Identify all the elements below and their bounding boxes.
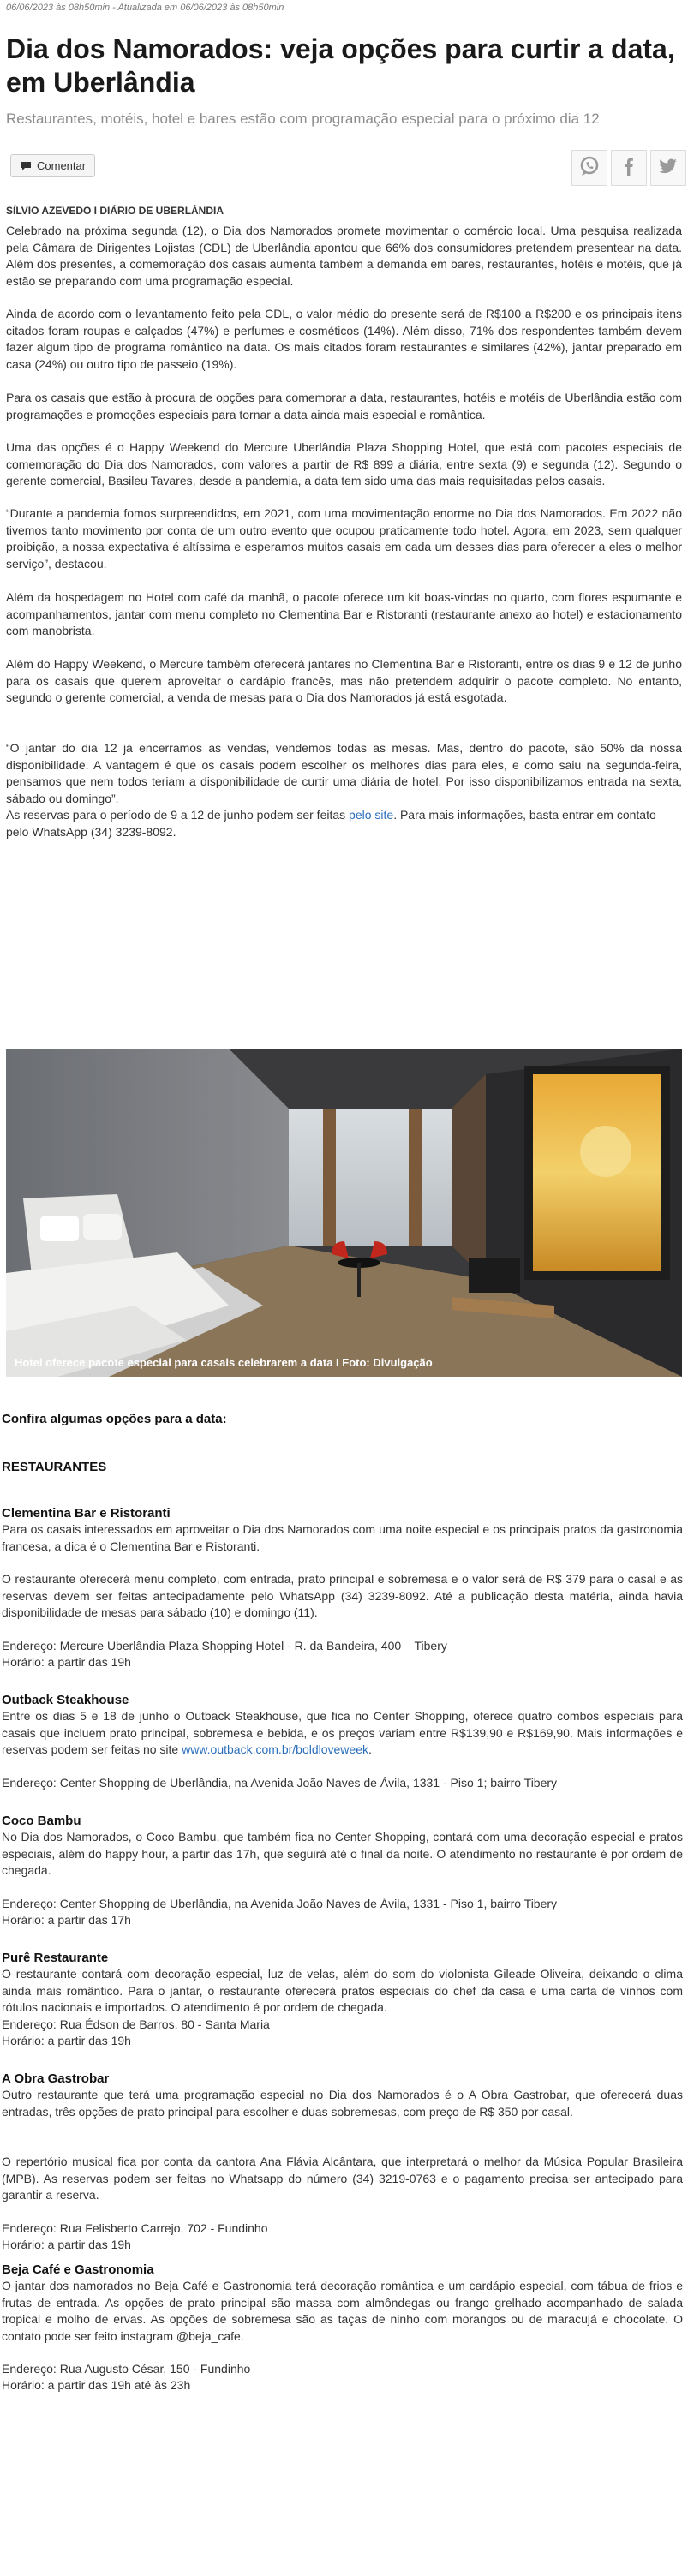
paragraph-9 [6, 807, 682, 840]
restaurant-hours-beja: Horário: a partir das 19h até às 23h [2, 2378, 191, 2392]
article-author: SÍLVIO AZEVEDO I DIÁRIO DE UBERLÂNDIA [6, 205, 224, 217]
restaurant-address-outback: Endereço: Center Shopping de Uberlândia, na Avenida João Naves de Ávila, 1331 - Piso 1; bairro Tibery [2, 1776, 558, 1790]
article-dateline: 06/06/2023 às 08h50min - Atualizada em 06/06/2023 às 08h50min [6, 3, 284, 13]
facebook-icon [618, 155, 640, 182]
paragraph-6: Além da hospedagem no Hotel com café da manhã, o pacote oferece um kit boas-vindas no quarto, com flores espumante e acompanhamentos, jantar com menu completo no Clementina Bar e Ristoranti (restaurante anexo ao hotel) e estacionamento com manobrista. [6, 590, 682, 637]
restaurant-title-beja: Beja Café e Gastronomia [2, 2262, 154, 2277]
options-intro: Confira algumas opções para a data: [2, 1412, 227, 1426]
restaurant-hours-coco-bambu: Horário: a partir das 17h [2, 1913, 131, 1927]
restaurant-text-beja-1: O jantar dos namorados no Beja Café e Gastronomia terá decoração romântica e um cardápio especial, com tábua de frios e frutas de entrada. As opções de prato principal são massa com almôndegas ou frango grelhado acompanhado de salada tropical e molho de ervas. As opções de sobremesa são as taças de ninho com morangos ou de maracujá e chocolate. O contato pode ser feito instagram @beja_cafe. [2, 2279, 683, 2343]
restaurant-address-coco-bambu: Endereço: Center Shopping de Uberlândia, na Avenida João Naves de Ávila, 1331 - Piso 1, bairro Tibery [2, 1897, 558, 1910]
comment-button[interactable] [10, 154, 95, 177]
paragraph-7: Além do Happy Weekend, o Mercure também oferecerá jantares no Clementina Bar e Ristoranti, entre os dias 9 e 12 de junho para os casais que querem aproveitar o cardápio francês, mas não pretendem adquirir o pacote completo. No entanto, segundo o gerente comercial, a venda de mesas para o Dia dos Namorados já está esgotada. [6, 657, 682, 704]
article-title: Dia dos Namorados: veja opções para curtir a data, em Uberlândia [6, 33, 675, 98]
paragraph-3: Para os casais que estão à procura de opções para comemorar a data, restaurantes, hotéis e motéis de Uberlândia estão com programações e promoções especiais para tornar a data ainda mais especial e romântica. [6, 391, 682, 421]
restaurant-title-pure: Purê Restaurante [2, 1951, 109, 1965]
restaurant-title-outback: Outback Steakhouse [2, 1693, 129, 1707]
twitter-share-button[interactable] [650, 150, 686, 186]
share-buttons [571, 150, 686, 186]
restaurant-text-outback-1 [2, 1708, 683, 1759]
whatsapp-icon [578, 155, 601, 182]
restaurant-text-clementina-2: O restaurante oferecerá menu completo, com entrada, prato principal e sobremesa e o valor será de R$ 379 para o casal e as reservas devem ser feitas antecipadamente pelo WhatsApp (34) 3239-8092. Até a publicação desta matéria, ainda havia disponibilidade de mesas para sábado (10) e domingo (11). [2, 1572, 683, 1619]
outback-site-link[interactable]: www.outback.com.br/boldloveweek [182, 1742, 368, 1756]
hotel-room-illustration [6, 1049, 682, 1377]
paragraph-9-text: As reservas para o período de 9 a 12 de junho podem ser feitas [6, 808, 350, 822]
restaurant-address-clementina: Endereço: Mercure Uberlândia Plaza Shopping Hotel - R. da Bandeira, 400 – Tibery [2, 1639, 447, 1653]
restaurant-address-obra: Endereço: Rua Felisberto Carrejo, 702 - Fundinho [2, 2221, 268, 2235]
article-subtitle: Restaurantes, motéis, hotel e bares estão com programação especial para o próximo dia 12 [6, 111, 600, 127]
whatsapp-share-button[interactable] [571, 150, 607, 186]
restaurant-text-pure-1: O restaurante contará com decoração especial, luz de velas, além do som do violonista Gileade Oliveira, deixando o clima ainda mais romântico. Para o jantar, o restaurante oferecerá pratos especiais do chef da casa e uma carta de vinhos com rótulos nacionais e importados. O atendimento é por ordem de chegada. [2, 1967, 683, 2014]
restaurant-title-obra: A Obra Gastrobar [2, 2071, 110, 2086]
restaurant-address-pure: Endereço: Rua Édson de Barros, 80 - Santa Maria [2, 2017, 270, 2031]
restaurant-hours-clementina: Horário: a partir das 19h [2, 1655, 131, 1669]
photo-caption: Hotel oferece pacote especial para casais celebrarem a data I Foto: Divulgação [15, 1356, 433, 1369]
paragraph-8: “O jantar do dia 12 já encerramos as vendas, vendemos todas as mesas. Mas, dentro do pacote, são 50% da nossa disponibilidade. A vantagem é que os casais podem escolher os melhores dias para eles, e como saiu na segunda-feira, pensamos que nem todos teriam a disponibilidade de curtir uma diária de hotel. Por isso disponibilizamos entrada na sexta, sábado ou domingo”. [6, 741, 682, 805]
hotel-room-photo [6, 1049, 682, 1377]
paragraph-1: Celebrado na próxima segunda (12), o Dia dos Namorados promete movimentar o comércio local. Uma pesquisa realizada pela Câmara de Dirigentes Lojistas (CDL) de Uberlândia apontou que 66% dos consumidores pretendem presentear na data. Além dos presentes, a comemoração dos casais aumenta também a demanda em bares, restaurantes, hotéis e motéis, que já estão se preparando com uma programação especial. [6, 224, 682, 288]
comment-button-label: Comentar [37, 159, 87, 172]
restaurant-text-clementina-1: Para os casais interessados em aproveitar o Dia dos Namorados com uma noite especial e os principais pratos da gastronomia francesa, a dica é o Clementina Bar e Ristoranti. [2, 1522, 683, 1553]
twitter-icon [657, 155, 679, 182]
reservation-site-link[interactable]: pelo site [349, 808, 394, 822]
restaurant-address-beja: Endereço: Rua Augusto César, 150 - Fundinho [2, 2362, 251, 2376]
restaurant-text-obra-1: Outro restaurante que terá uma programação especial no Dia dos Namorados é o A Obra Gastrobar, que oferecerá duas entradas, três opções de prato principal para escolher e duas sobremesas, com preço de R$ 350 por casal. [2, 2088, 683, 2119]
restaurant-text-obra-2: O repertório musical fica por conta da cantora Ana Flávia Alcântara, que interpretará o melhor da Música Popular Brasileira (MPB). As reservas podem ser feitas no Whatsapp do número (34) 3219-0763 e o pagamento precisa ser antecipado para garantir a reserva. [2, 2155, 683, 2202]
facebook-share-button[interactable] [611, 150, 647, 186]
paragraph-5: “Durante a pandemia fomos surpreendidos, em 2021, com uma movimentação enorme no Dia dos Namorados. Em 2022 não tivemos tanto movimento por conta de um outro evento que ocupou praticamente todo hotel. Agora, em 2023, sem qualquer proibição, a nossa expectativa é altíssima e esperamos muitos casais em cada um desses dias para oferecer a eles o melhor serviço”, destacou. [6, 506, 682, 571]
restaurant-title-clementina: Clementina Bar e Ristoranti [2, 1506, 171, 1521]
paragraph-9-text-end: . Para mais informações, basta entrar em contato pelo WhatsApp (34) 3239-8092. [6, 808, 656, 839]
outback-text-end: . [368, 1742, 372, 1756]
paragraph-4: Uma das opções é o Happy Weekend do Mercure Uberlândia Plaza Shopping Hotel, que está com pacotes especiais de comemoração do Dia dos Namorados, com valores a partir de R$ 899 a diária, entre sexta (9) e segunda (12). Segundo o gerente comercial, Basileu Tavares, desde a pandemia, a data tem sido uma das mais requisitadas pelos casais. [6, 440, 682, 487]
restaurant-text-coco-bambu-1: No Dia dos Namorados, o Coco Bambu, que também fica no Center Shopping, contará com uma decoração especial e pratos especiais, além do happy hour, a partir das 17h, que seguirá até o final da noite. O atendimento no restaurante é por ordem de chegada. [2, 1830, 683, 1877]
restaurant-hours-pure: Horário: a partir das 19h [2, 2034, 131, 2047]
comment-icon [20, 161, 32, 171]
paragraph-2: Ainda de acordo com o levantamento feito pela CDL, o valor médio do presente será de R$100 a R$200 e os principais itens citados foram roupas e calçados (47%) e perfumes e cosméticos (14%). Além disso, 71% dos respondentes também devem fazer algum tipo de programa romântico na data. Os mais citados foram restaurantes e similares (42%), jantar preparado em casa (24%) ou outro tipo de passeio (19%). [6, 307, 682, 371]
article-toolbar [6, 150, 686, 189]
restaurant-title-coco-bambu: Coco Bambu [2, 1814, 81, 1828]
outback-text: Entre os dias 5 e 18 de junho o Outback Steakhouse, que fica no Center Shopping, oferece quatro combos especiais para casais que incluem prato principal, sobremesa e bebida, e os preços variam entre R$139,90 e R$169,90. Mais informações e reservas podem ser feitas no site [2, 1709, 683, 1756]
restaurants-heading: RESTAURANTES [2, 1460, 107, 1474]
restaurant-hours-obra: Horário: a partir das 19h [2, 2238, 131, 2251]
